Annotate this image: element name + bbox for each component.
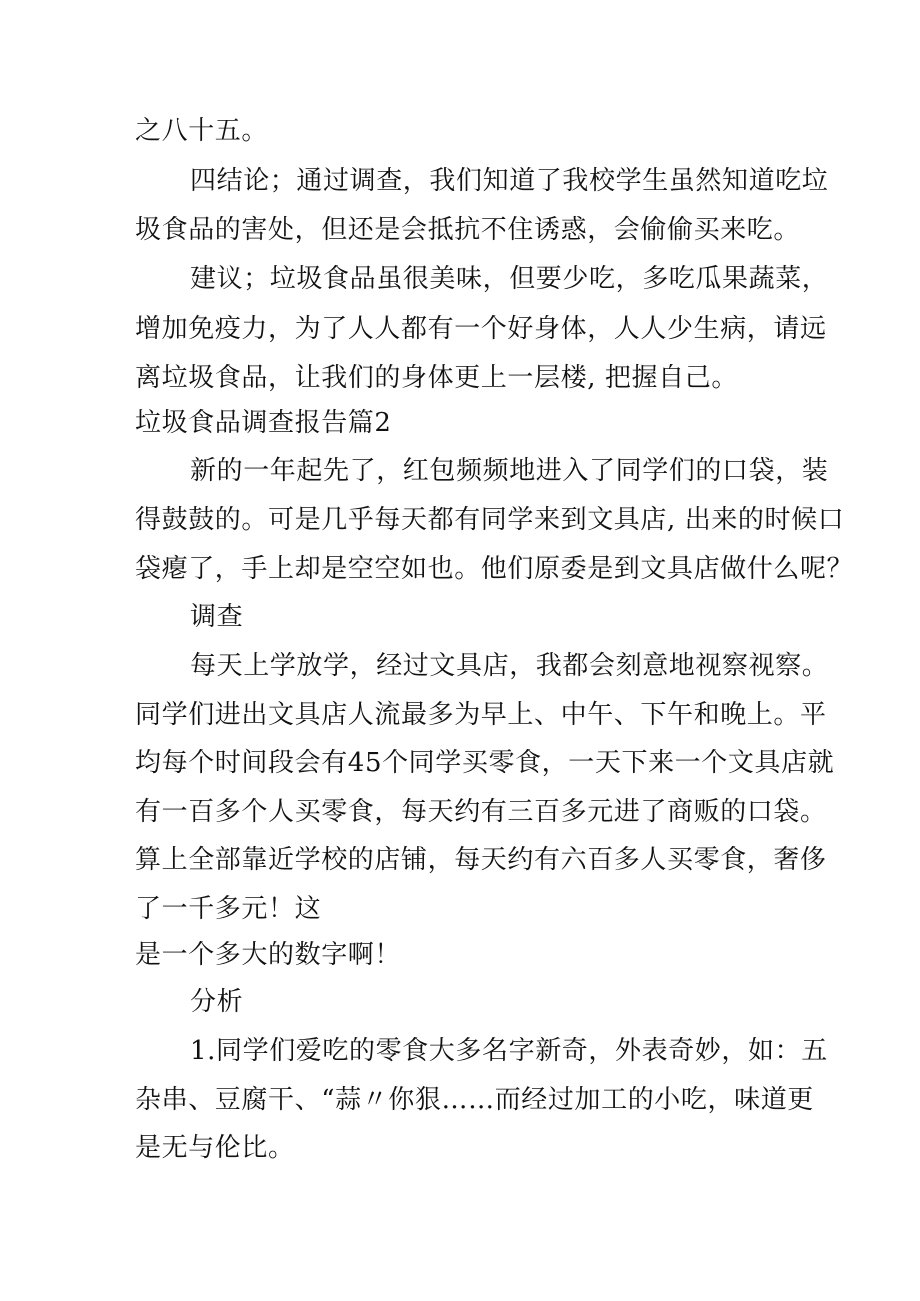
paragraph-line: 圾食品的害处，但还是会抵抗不住诱惑，会偷偷买来吃。 (135, 215, 801, 245)
subheading: 调查 (190, 602, 244, 632)
paragraph-line: 有一百多个人买零食，每天约有三百多元进了商贩的口袋。 (135, 797, 827, 827)
paragraph-line: 建议；垃圾食品虽很美味，但要少吃，多吃瓜果蔬菜， (190, 264, 829, 294)
paragraph-line: 袋瘪了，手上却是空空如也。他们原委是到文具店做什么呢？ (135, 554, 854, 584)
paragraph-line: 1.同学们爱吃的零食大多名字新奇，外表奇妙，如：五 (190, 1036, 828, 1066)
paragraph-line: 均每个时间段会有45个同学买零食，一天下来一个文具店就 (135, 748, 835, 778)
paragraph-line: 增加免疫力，为了人人都有一个好身体，人人少生病，请远 (135, 314, 827, 344)
paragraph-line: 离垃圾食品，让我们的身体更上一层楼, 把握自己。 (135, 363, 738, 393)
paragraph-line: 了一千多元！这 (135, 894, 322, 924)
paragraph-line: 是无与伦比。 (135, 1133, 295, 1163)
paragraph-line: 算上全部靠近学校的店铺，每天约有六百多人买零食，奢侈 (135, 845, 827, 875)
paragraph-line: 之八十五。 (135, 116, 269, 146)
subheading: 分析 (190, 987, 244, 1017)
paragraph-line: 杂串、豆腐干、“蒜〃你狠……而经过加工的小吃，味道更 (135, 1085, 814, 1115)
paragraph-line: 得鼓鼓的。可是几乎每天都有同学来到文具店, 出来的时候口 (135, 505, 845, 535)
paragraph-line: 四结论；通过调查，我们知道了我校学生虽然知道吃垃 (190, 166, 829, 196)
section-heading: 垃圾食品调查报告篇2 (135, 408, 392, 438)
paragraph-line: 同学们进出文具店人流最多为早上、中午、下午和晚上。平 (135, 700, 827, 730)
paragraph-line: 每天上学放学，经过文具店，我都会刻意地视察视察。 (190, 651, 829, 681)
paragraph-line: 是一个多大的数字啊！ (135, 940, 402, 970)
paragraph-line: 新的一年起先了，红包频频地进入了同学们的口袋，装 (190, 456, 829, 486)
